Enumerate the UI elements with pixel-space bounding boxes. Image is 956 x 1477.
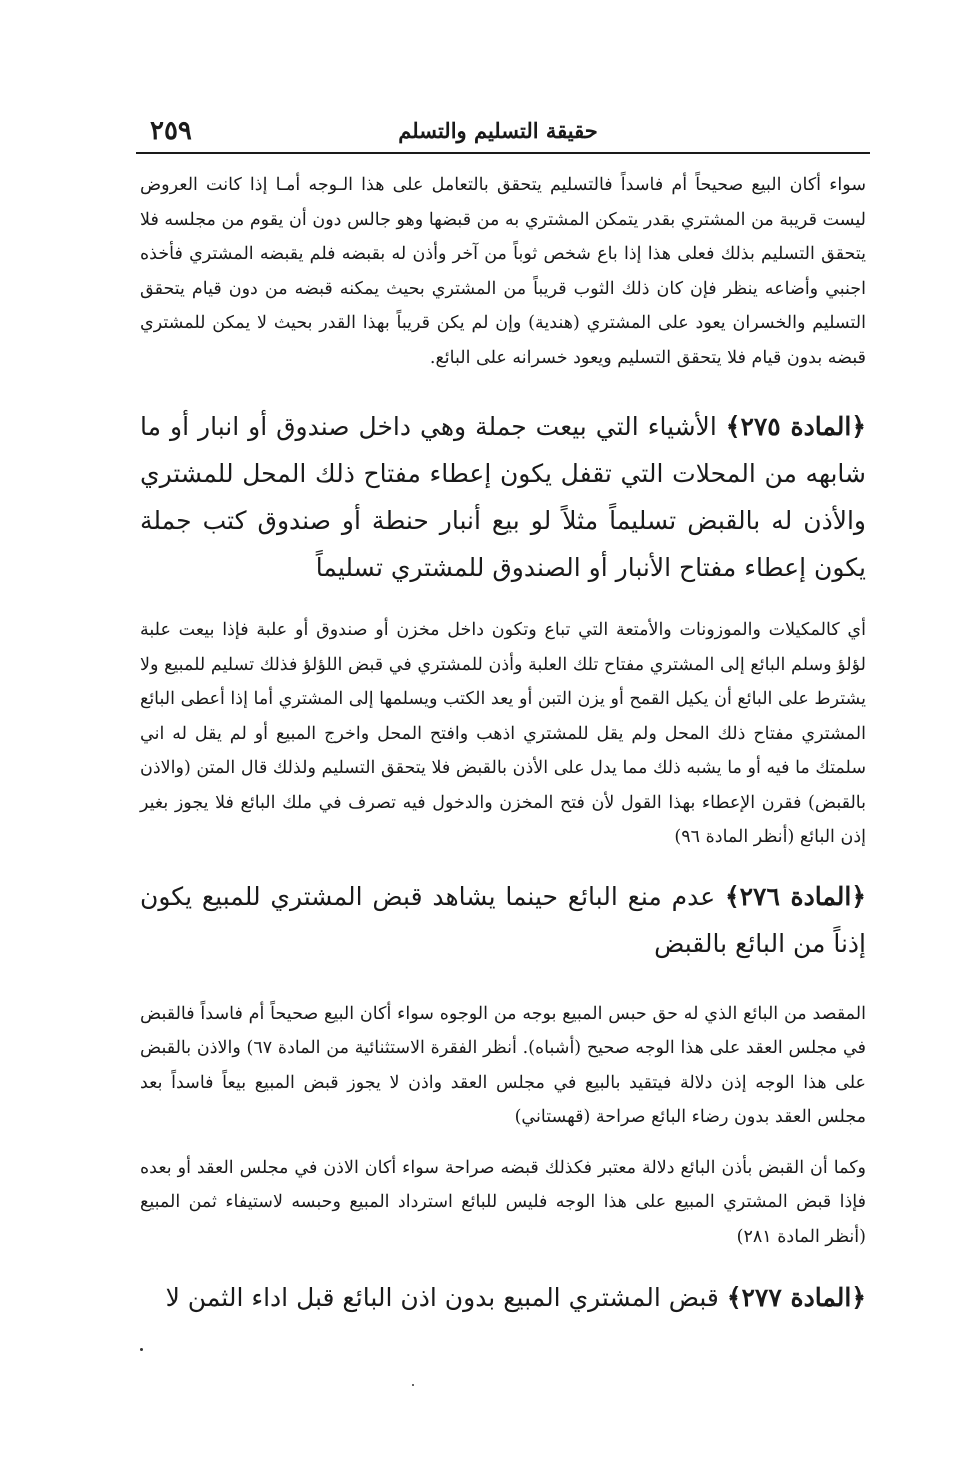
commentary-paragraph: وكما أن القبض بأذن البائع دلالة معتبر فكذلك قبضه صراحة سواء أكان الاذن في مجلس العقد أو بعده فإذا قبض المشتري المبيع على هذا الوجه فليس للبائع استرداد المبيع وحبسه لاستيفاء ثمن المبيع (أنظر المادة ٢٨١) bbox=[140, 1157, 866, 1247]
article-marker: ﴿المادة ٢٧٦﴾ bbox=[724, 881, 867, 911]
page-number: ٢٥٩ bbox=[150, 116, 192, 146]
page-header bbox=[128, 112, 868, 154]
scan-speck bbox=[140, 1348, 143, 1351]
article-276 bbox=[140, 873, 866, 967]
header-rule bbox=[136, 152, 870, 154]
article-text: عدم منع البائع حينما يشاهد قبض المشتري للمبيع يكون إذناً من البائع بالقبض bbox=[140, 881, 866, 958]
page-body bbox=[140, 168, 866, 1321]
commentary-paragraph: سواء أكان البيع صحيحاً أم فاسداً فالتسليم يتحقق بالتعامل على هذا الـوجه أمـا إذا كانت العروض ليست قريبة من المشتري بقدر يتمكن المشتري به من قبضها وهو جالس دون أن يقوم من مجلسه فلا يتحقق التسليم بذلك فعلى هذا إذا باع شخص ثوباً من آخر وأذن له بقبضه فلم يقبضه المشتري فأخذه اجنبي وأضاعه ينظر فإن كان ذلك الثوب قريباً من المشتري بحيث يمكنه قبضه من دون قيام يتحقق التسليم والخسران يعود على المشتري (هندية) وإن لم يكن قريباً بهذا القدر بحيث لا يمكن للمشتري قبضه بدون قيام فلا يتحقق التسليم ويعود خسرانه على البائع. bbox=[140, 175, 866, 368]
commentary-paragraph: أي كالمكيلات والموزونات والأمتعة التي تباع وتكون داخل مخزن أو صندوق أو علبة فإذا بيعت علبة لؤلؤ وسلم البائع إلى المشتري مفتاح تلك العلبة وأذن للمشتري في قبض اللؤلؤ فذلك تسليم للمبيع ولا يشترط على البائع أن يكيل القمح أو يزن التبن أو يعد الكتب ويسلمها إلى المشتري أما إذا أعطى البائع المشتري مفتاح ذلك المحل ولم يقل للمشتري اذهب وافتح المحل واخرج المبيع أو لم يقل له اني سلمتك ما فيه أو ما يشبه ذلك مما يدل على الأذن بالقبض فلا يتحقق التسليم ولذلك قال المتن (والاذن بالقبض) فقرن الإعطاء بهذا القول لأن فتح المخزن والدخول فيه تصرف في ملك البائع فلا يجوز بغير إذن البائع (أنظر المادة ٩٦) bbox=[140, 620, 866, 847]
article-277 bbox=[140, 1274, 866, 1321]
article-marker: ﴿المادة ٢٧٧﴾ bbox=[726, 1283, 866, 1312]
article-text: الأشياء التي بيعت جملة وهي داخل صندوق أو انبار أو ما شابهه من المحلات التي تقفل يكون إعطاء مفتاح ذلك المحل للمشتري والأذن له بالقبض تسليماً مثلاً لو بيع أنبار حنطة أو صندوق كتب جملة يكون إعطاء مفتاح الأنبار أو الصندوق للمشتري تسليماً bbox=[140, 412, 866, 582]
article-text: قبض المشتري المبيع بدون اذن البائع قبل اداء الثمن لا bbox=[165, 1283, 719, 1312]
commentary-paragraph: المقصد من البائع الذي له حق حبس المبيع بوجه من الوجوه سواء أكان البيع صحيحاً أم فاسداً فالقبض في مجلس العقد على هذا الوجه صحيح (أشباه). أنظر الفقرة الاستثنائية من المادة ٦٧) والاذن بالقبض على هذا الوجه إذن دلالة فيتقيد بالبيع في مجلس العقد واذن لا يجوز قبض المبيع بيعاً فاسداً بعد مجلس العقد بدون رضاء البائع صراحة (قهستاني) bbox=[140, 1003, 866, 1127]
scan-speck bbox=[412, 1384, 414, 1386]
running-title: حقيقة التسليم والتسلم bbox=[398, 118, 598, 143]
article-marker: ﴿المادة ٢٧٥﴾ bbox=[725, 412, 866, 441]
article-275 bbox=[140, 403, 866, 591]
